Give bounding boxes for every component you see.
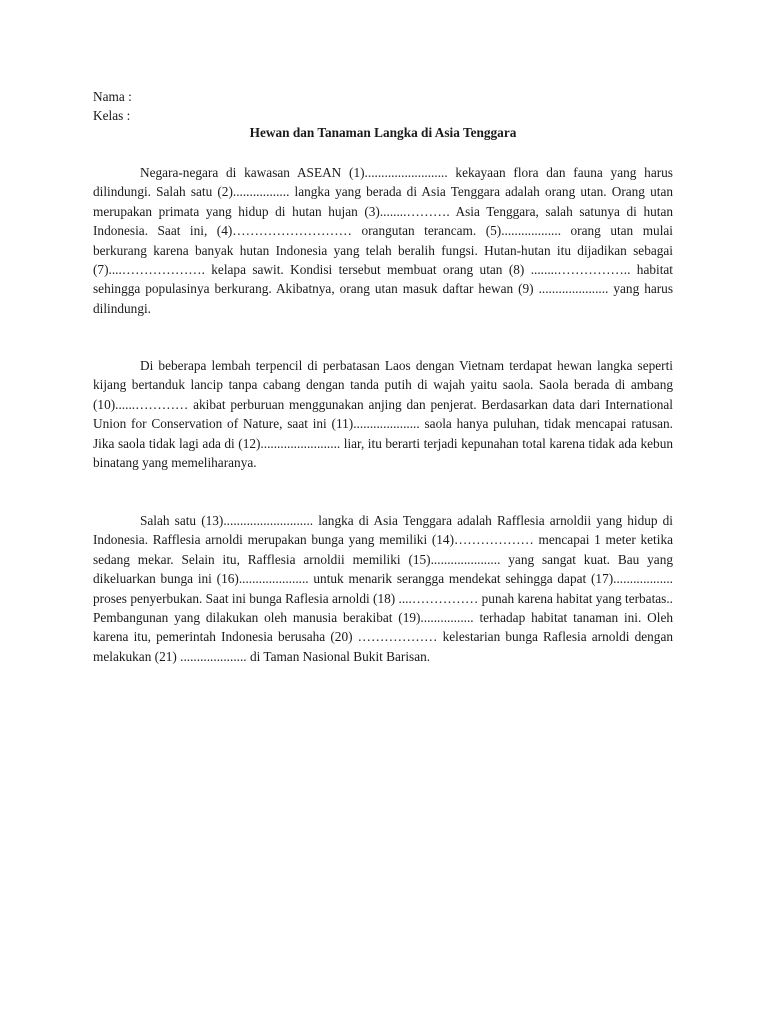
name-label: Nama : <box>93 89 132 104</box>
paragraph-rafflesia: Salah satu (13)........................... langka di Asia Tenggara adalah Rafflesia arnoldii yang hidup di Indonesia. Rafflesia arnoldi merupakan bunga yang memiliki (14)……………… mencapai 1 meter ketika sedang mekar. Selain itu, Rafflesia arnoldii memiliki (15)..................... yang sangat kuat. Bau yang dikeluarkan bunga ini (16)..................... untuk menarik serangga mendekat sehingga dapat (17).................. proses penyerbukan. Saat ini bunga Raflesia arnoldi (18) ....…………… punah karena habitat yang terbatas.. Pembangunan yang dilakukan oleh manusia berakibat (19)................ terhadap habitat tanaman ini. Oleh karena itu, pemerintah Indonesia berusaha (20) ……………… kelestarian bunga Raflesia arnoldi dengan melakukan (21) .................... di Taman Nasional Bukit Barisan. <box>93 513 673 664</box>
paragraph-saola: Di beberapa lembah terpencil di perbatasan Laos dengan Vietnam terdapat hewan langka seperti kijang bertanduk lancip tanpa cabang dengan tanda putih di wajah yaitu saola. Saola berada di ambang (10)......………… akibat perburuan menggunakan anjing dan penjerat. Berdasarkan data dari International Union for Conservation of Nature, saat ini (11).................... saola hanya puluhan, tidak mencapai ratusan. Jika saola tidak lagi ada di (12)........................ liar, itu berarti terjadi kepunahan total karena tidak ada kebun binatang yang memeliharanya. <box>93 358 673 471</box>
paragraph-orangutan: Negara-negara di kawasan ASEAN (1)......................... kekayaan flora dan fauna yang harus dilindungi. Salah satu (2)................. langka yang berada di Asia Tenggara adalah orang utan. Orang utan merupakan primata yang hidup di hutan hujan (3)........………. Asia Tenggara, salah satunya di hutan Indonesia. Saat ini, (4)……………………… orangutan terancam. (5).................. orang utan mulai berkurang karena banyak hutan Indonesia yang telah beralih fungsi. Hutan-hutan itu dijadikan sebagai (7)....………………. kelapa sawit. Kondisi tersebut membuat orang utan (8) ........…………….. habitat sehingga populasinya berkurang. Akibatnya, orang utan masuk daftar hewan (9) ..................... yang harus dilindungi. <box>93 165 673 316</box>
student-info <box>93 87 673 126</box>
class-label: Kelas : <box>93 108 131 124</box>
worksheet-title: Hewan dan Tanaman Langka di Asia Tenggara <box>249 125 517 140</box>
